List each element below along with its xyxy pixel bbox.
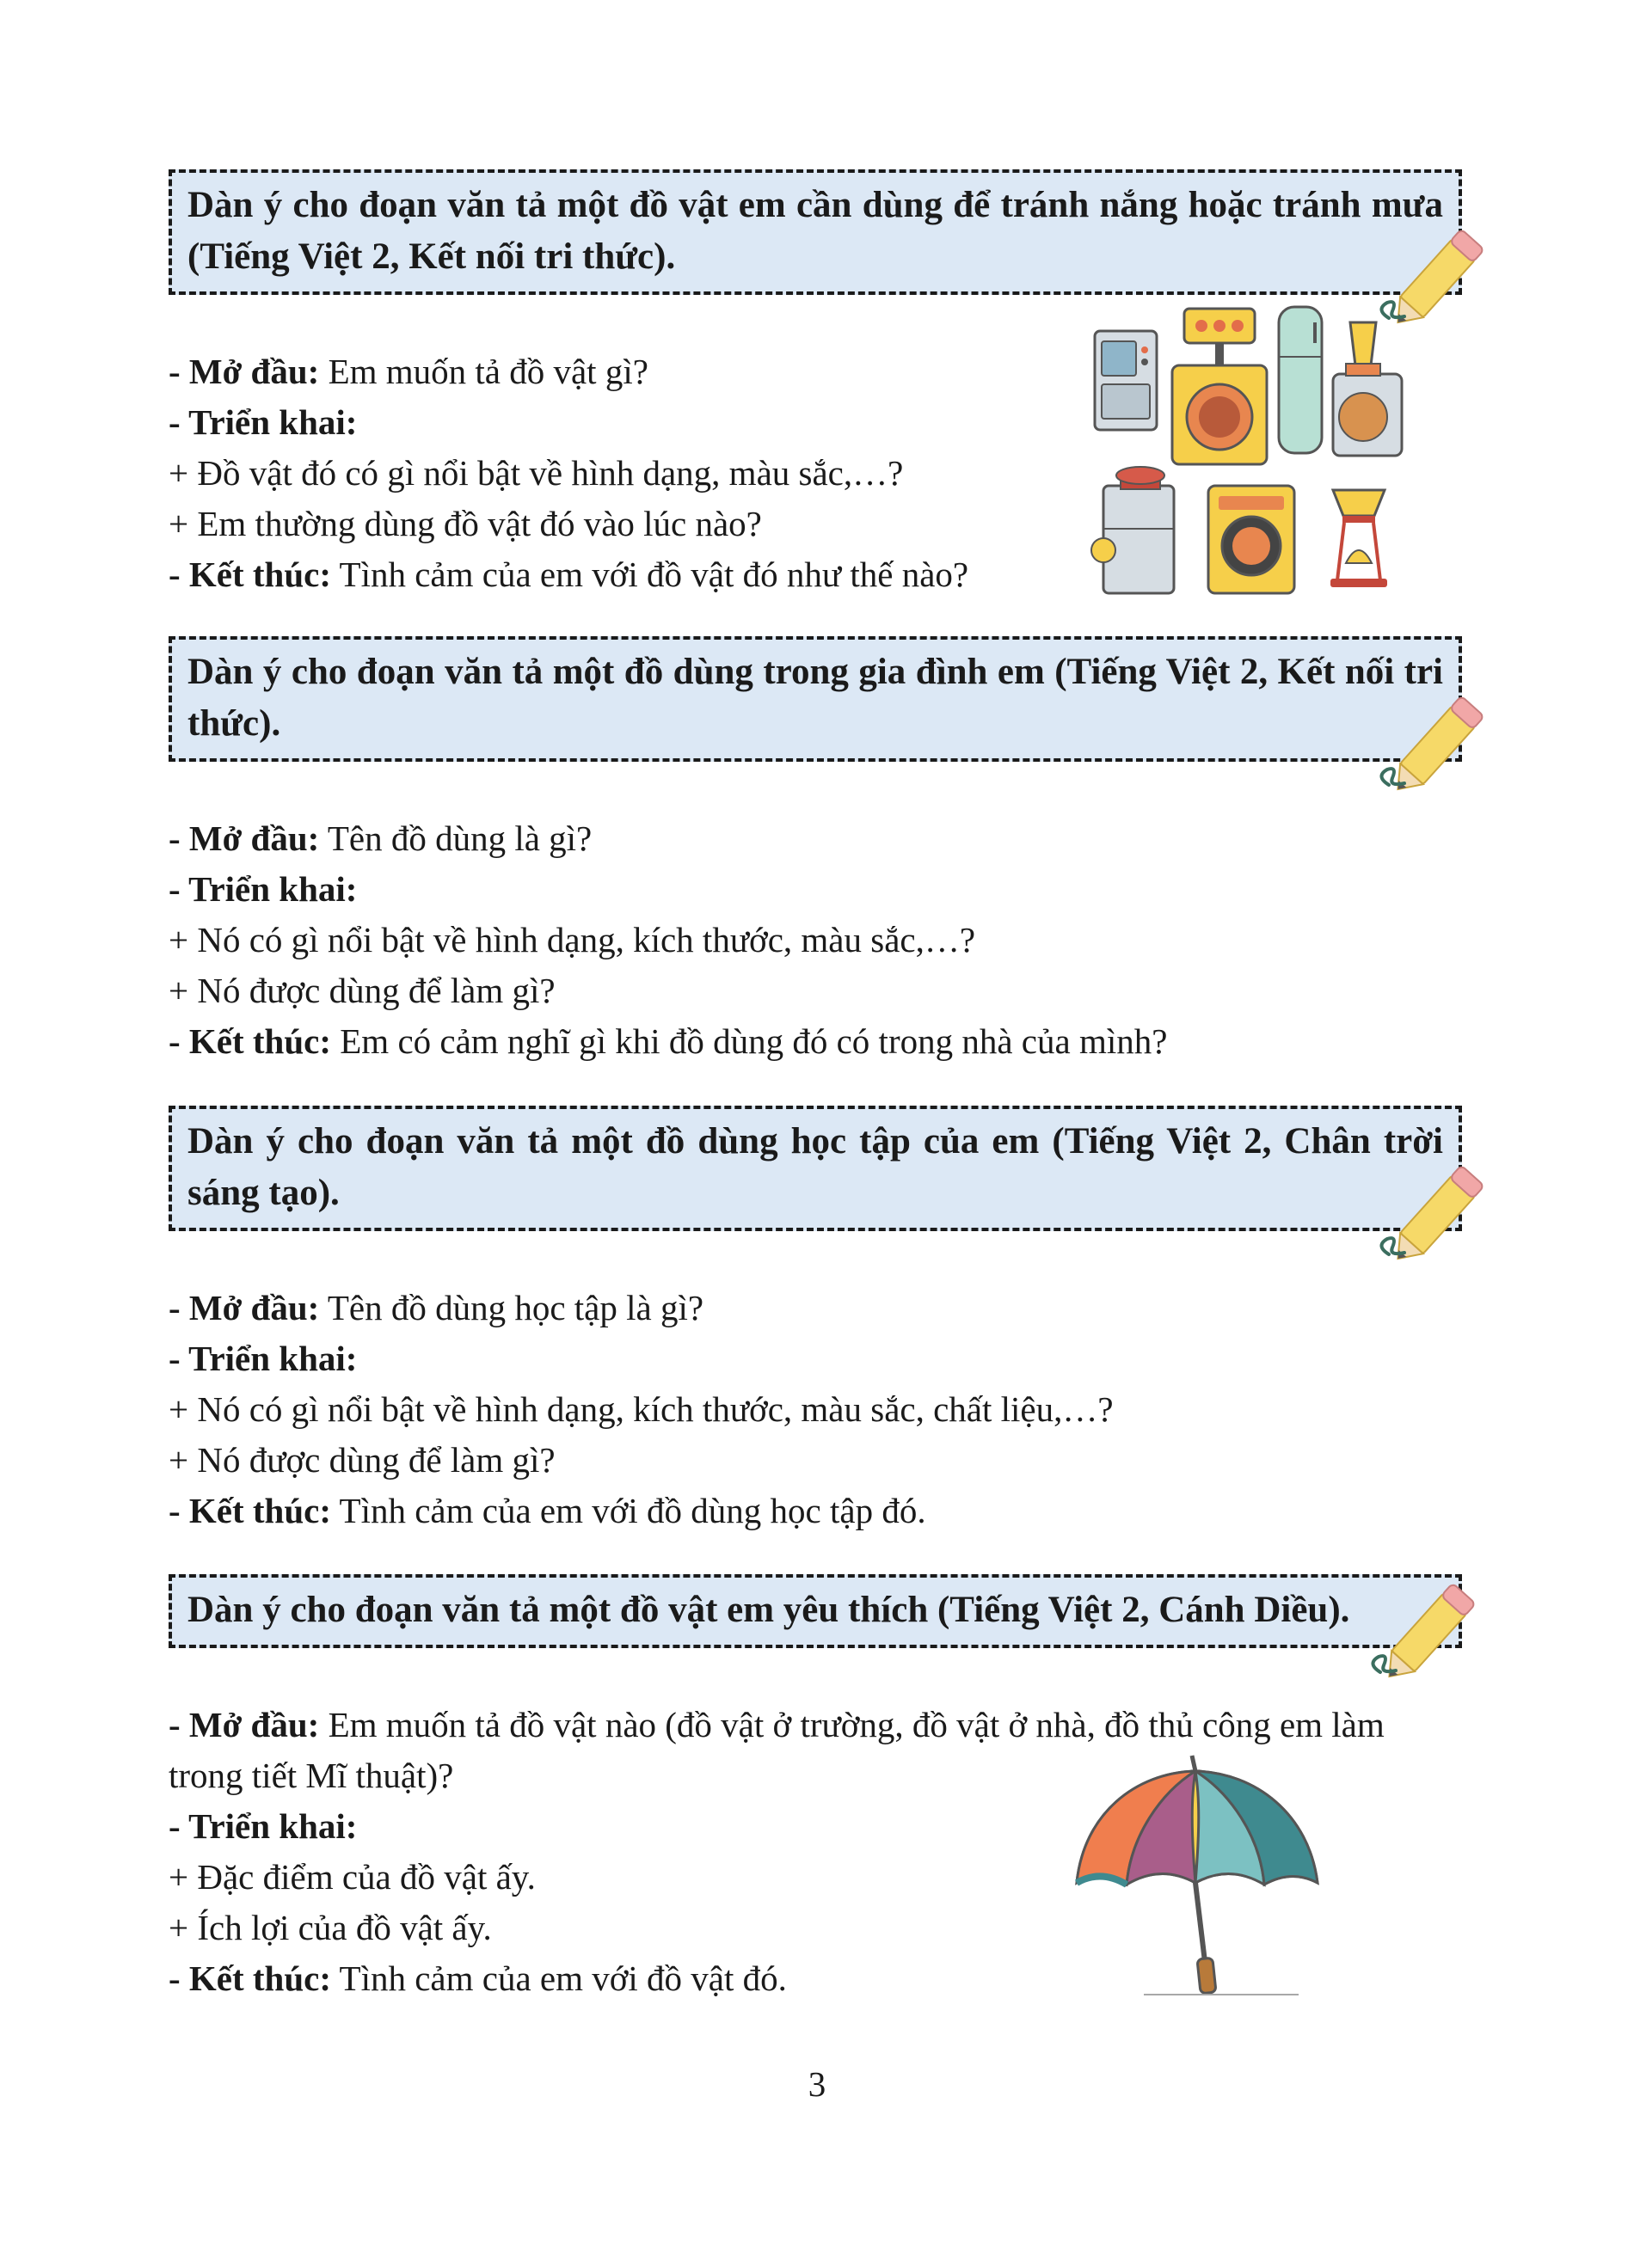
conclusion-line: - Kết thúc: Em có cảm nghĩ gì khi đồ dùng đó có trong nhà của mình?	[169, 1021, 1168, 1061]
development-line: - Triển khai:	[169, 1806, 358, 1846]
section-2	[169, 636, 1459, 1067]
section-heading: Dàn ý cho đoạn văn tả một đồ vật em yêu thích (Tiếng Việt 2, Cánh Diều).	[169, 1574, 1462, 1648]
development-line: - Triển khai:	[169, 402, 358, 442]
umbrella-illustration	[1066, 1754, 1333, 1999]
intro-line: - Mở đầu: Em muốn tả đồ vật gì?	[169, 352, 648, 391]
section-heading: Dàn ý cho đoạn văn tả một đồ dùng trong gia đình em (Tiếng Việt 2, Kết nối tri thức).	[169, 636, 1462, 762]
bullet-line: + Nó được dùng để làm gì?	[169, 971, 556, 1010]
household-appliances-illustration	[1088, 305, 1419, 598]
page-number: 3	[808, 2064, 826, 2104]
section-body	[169, 813, 1459, 1067]
pencil-icon	[1372, 1151, 1509, 1272]
bullet-line: + Nó được dùng để làm gì?	[169, 1440, 556, 1480]
bullet-line: + Đặc điểm của đồ vật ấy.	[169, 1857, 536, 1897]
section-heading: Dàn ý cho đoạn văn tả một đồ vật em cần dùng để tránh nắng hoặc tránh mưa (Tiếng Việt 2, Kết nối tri thức).	[169, 169, 1462, 295]
section-body	[169, 1283, 1459, 1536]
intro-line: - Mở đầu: Tên đồ dùng là gì?	[169, 818, 593, 858]
section-3	[169, 1106, 1459, 1536]
conclusion-line: - Kết thúc: Tình cảm của em với đồ dùng học tập đó.	[169, 1491, 926, 1530]
pencil-icon	[1372, 682, 1509, 802]
development-line: - Triển khai:	[169, 869, 358, 909]
bullet-line: + Nó có gì nổi bật về hình dạng, kích thước, màu sắc,…?	[169, 920, 976, 959]
bullet-line: + Em thường dùng đồ vật đó vào lúc nào?	[169, 504, 762, 543]
bullet-line: + Ích lợi của đồ vật ấy.	[169, 1908, 492, 1947]
intro-line: - Mở đầu: Em muốn tả đồ vật nào (đồ vật ở trường, đồ vật ở nhà, đồ thủ công em làm trong tiết Mĩ thuật)?	[169, 1705, 1385, 1795]
section-heading: Dàn ý cho đoạn văn tả một đồ dùng học tập của em (Tiếng Việt 2, Chân trời sáng tạo).	[169, 1106, 1462, 1231]
bullet-line: + Nó có gì nổi bật về hình dạng, kích thước, màu sắc, chất liệu,…?	[169, 1389, 1114, 1429]
conclusion-line: - Kết thúc: Tình cảm của em với đồ vật đó như thế nào?	[169, 555, 969, 594]
pencil-icon	[1363, 1569, 1501, 1689]
bullet-line: + Đồ vật đó có gì nổi bật về hình dạng, màu sắc,…?	[169, 453, 904, 493]
intro-line: - Mở đầu: Tên đồ dùng học tập là gì?	[169, 1288, 704, 1327]
conclusion-line: - Kết thúc: Tình cảm của em với đồ vật đó.	[169, 1958, 787, 1998]
development-line: - Triển khai:	[169, 1339, 358, 1378]
